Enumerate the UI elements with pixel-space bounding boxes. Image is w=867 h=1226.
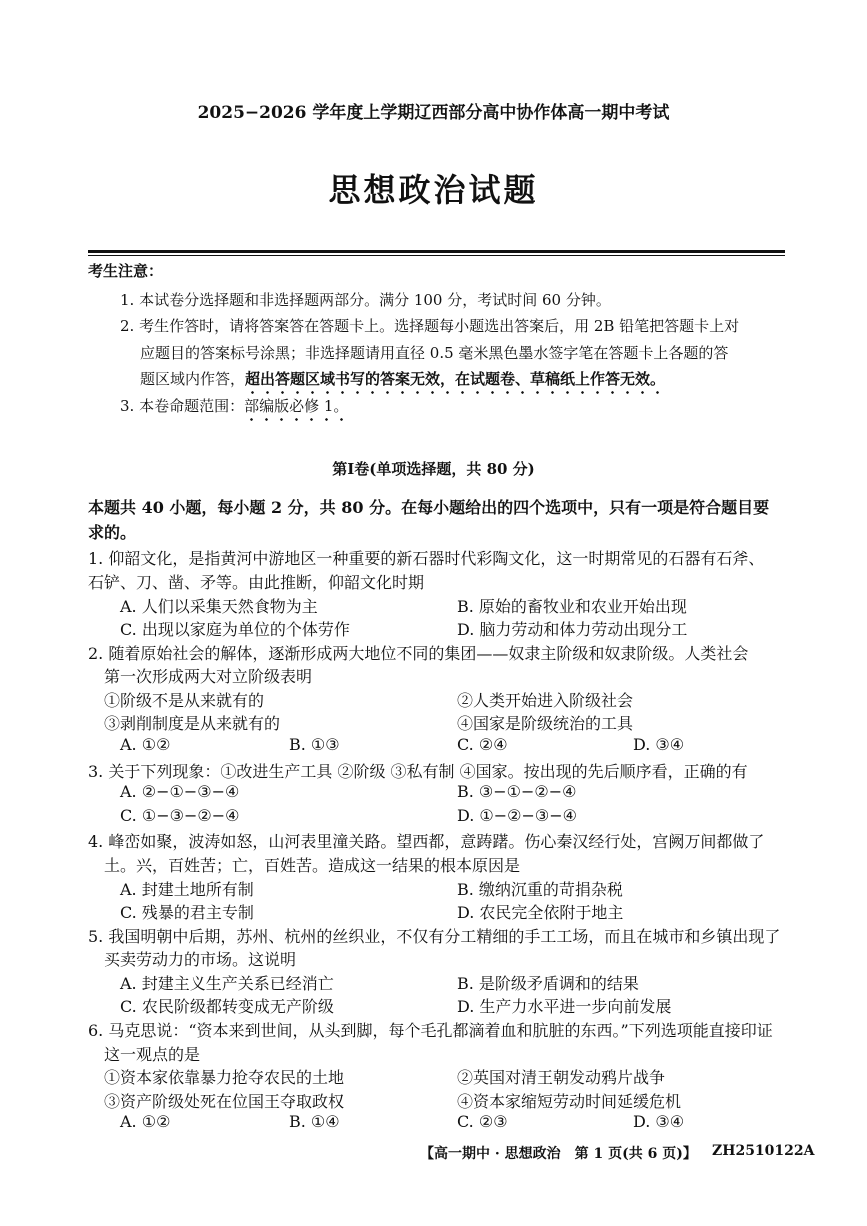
q1-option-c: C. 出现以家庭为单位的个体劳作 <box>120 620 350 639</box>
notice-item-2-line-3-a: 题区域内作答， <box>140 370 246 388</box>
q6-statement-2: ②英国对清王朝发动鸦片战争 <box>457 1068 666 1087</box>
q6-statement-1: ①资本家依靠暴力抢夺农民的土地 <box>104 1068 345 1087</box>
q2-statement-1: ①阶级不是从来就有的 <box>104 691 265 710</box>
q2-statement-2: ②人类开始进入阶级社会 <box>457 691 634 710</box>
q3-option-c: C. ①−③−②−④ <box>120 806 240 825</box>
notice-item-2-line-3 <box>140 368 665 389</box>
q3-option-a: A. ②−①−③−④ <box>120 782 240 801</box>
q5-stem-line-1: 5. 我国明朝中后期，苏州、杭州的丝织业，不仅有分工精细的手工工场，而且在城市和乡镇出现了 <box>88 927 781 946</box>
q3-stem-line-1: 3. 关于下列现象：①改进生产工具 ②阶级 ③私有制 ④国家。按出现的先后顺序看，正确的有 <box>88 762 748 781</box>
q3-option-b: B. ③−①−②−④ <box>457 782 577 801</box>
q2-option-d: D. ③④ <box>633 735 685 754</box>
q4-stem-line-1: 4. 峰峦如聚，波涛如怒，山河表里潼关路。望西都，意踌躇。伤心秦汉经行处，宫阙万间都做了 <box>88 832 765 851</box>
notice-item-2-line-2: 应题目的答案标号涂黑；非选择题请用直径 0.5 毫米黑色墨水签字笔在答题卡上各题的答 <box>140 344 729 362</box>
q6-statement-4: ④资本家缩短劳动时间延缓危机 <box>457 1092 682 1111</box>
notice-item-3-emphasis: 部编版必修 1。 <box>244 397 348 422</box>
header-rule-thin <box>88 255 785 256</box>
q4-stem-line-2: 土。兴，百姓苦；亡，百姓苦。造成这一结果的根本原因是 <box>104 856 521 875</box>
q6-option-c: C. ②③ <box>457 1112 508 1131</box>
q4-option-c: C. 残暴的君主专制 <box>120 903 254 922</box>
q2-stem-line-2: 第一次形成两大对立阶级表明 <box>104 667 313 686</box>
q2-option-c: C. ②④ <box>457 735 508 754</box>
notice-item-2-line-1: 2. 考生作答时，请将答案答在答题卡上。选择题每小题选出答案后，用 2B 铅笔把答题卡上对 <box>120 317 740 335</box>
q2-statement-4: ④国家是阶级统治的工具 <box>457 714 634 733</box>
q3-option-d: D. ①−②−③−④ <box>457 806 578 825</box>
q6-option-b: B. ①④ <box>289 1112 340 1131</box>
q4-option-a: A. 封建土地所有制 <box>120 880 254 899</box>
notice-item-2-emphasis: 超出答题区域书写的答案无效，在试题卷、草稿纸上作答无效。 <box>245 370 665 395</box>
q2-statement-3: ③剥削制度是从来就有的 <box>104 714 281 733</box>
q5-option-b: B. 是阶级矛盾调和的结果 <box>457 974 639 993</box>
q1-option-b: B. 原始的畜牧业和农业开始出现 <box>457 597 687 616</box>
q6-option-d: D. ③④ <box>633 1112 685 1131</box>
section-intro-line-2: 求的。 <box>88 523 137 542</box>
q5-option-d: D. 生产力水平进一步向前发展 <box>457 997 672 1016</box>
q1-stem-line-2: 石铲、刀、凿、矛等。由此推断，仰韶文化时期 <box>88 573 425 592</box>
exam-title: 2025−2026 学年度上学期辽西部分高中协作体高一期中考试 <box>197 103 670 123</box>
footer-page-info: 【高一期中 · 思想政治 第 1 页(共 6 页)】 <box>420 1146 697 1162</box>
section-title: 第Ⅰ卷(单项选择题，共 80 分) <box>332 460 535 478</box>
footer-exam-code: ZH2510122A <box>712 1143 815 1159</box>
q1-option-a: A. 人们以采集天然食物为主 <box>120 597 318 616</box>
notice-item-3 <box>120 395 348 416</box>
subject-title: 思想政治试题 <box>328 171 539 209</box>
q2-option-a: A. ①② <box>120 735 171 754</box>
q6-option-a: A. ①② <box>120 1112 171 1131</box>
q1-stem-line-1: 1. 仰韶文化，是指黄河中游地区一种重要的新石器时代彩陶文化，这一时期常见的石器有石斧、 <box>88 549 765 568</box>
header-rule-thick <box>88 250 785 253</box>
section-intro-line-1: 本题共 40 小题，每小题 2 分，共 80 分。在每小题给出的四个选项中，只有一项是符合题目要 <box>88 498 770 517</box>
q4-option-b: B. 缴纳沉重的苛捐杂税 <box>457 880 623 899</box>
q5-stem-line-2: 买卖劳动力的市场。这说明 <box>104 950 297 969</box>
q5-option-a: A. 封建主义生产关系已经消亡 <box>120 974 334 993</box>
q6-stem-line-2: 这一观点的是 <box>104 1045 201 1064</box>
q2-stem-line-1: 2. 随着原始社会的解体，逐渐形成两大地位不同的集团——奴隶主阶级和奴隶阶级。人类社会 <box>88 644 749 663</box>
q6-statement-3: ③资产阶级处死在位国王夺取政权 <box>104 1092 345 1111</box>
q2-option-b: B. ①③ <box>289 735 340 754</box>
q5-option-c: C. 农民阶级都转变成无产阶级 <box>120 997 334 1016</box>
q1-option-d: D. 脑力劳动和体力劳动出现分工 <box>457 620 688 639</box>
notice-item-1: 1. 本试卷分选择题和非选择题两部分。满分 100 分，考试时间 60 分钟。 <box>120 291 611 309</box>
q4-option-d: D. 农民完全依附于地主 <box>457 903 624 922</box>
notice-heading: 考生注意： <box>88 262 164 280</box>
notice-item-3-a: 3. 本卷命题范围： <box>120 397 245 415</box>
q6-stem-line-1: 6. 马克思说：“资本来到世间，从头到脚，每个毛孔都滴着血和肮脏的东西。”下列选项能直接印证 <box>88 1021 773 1040</box>
